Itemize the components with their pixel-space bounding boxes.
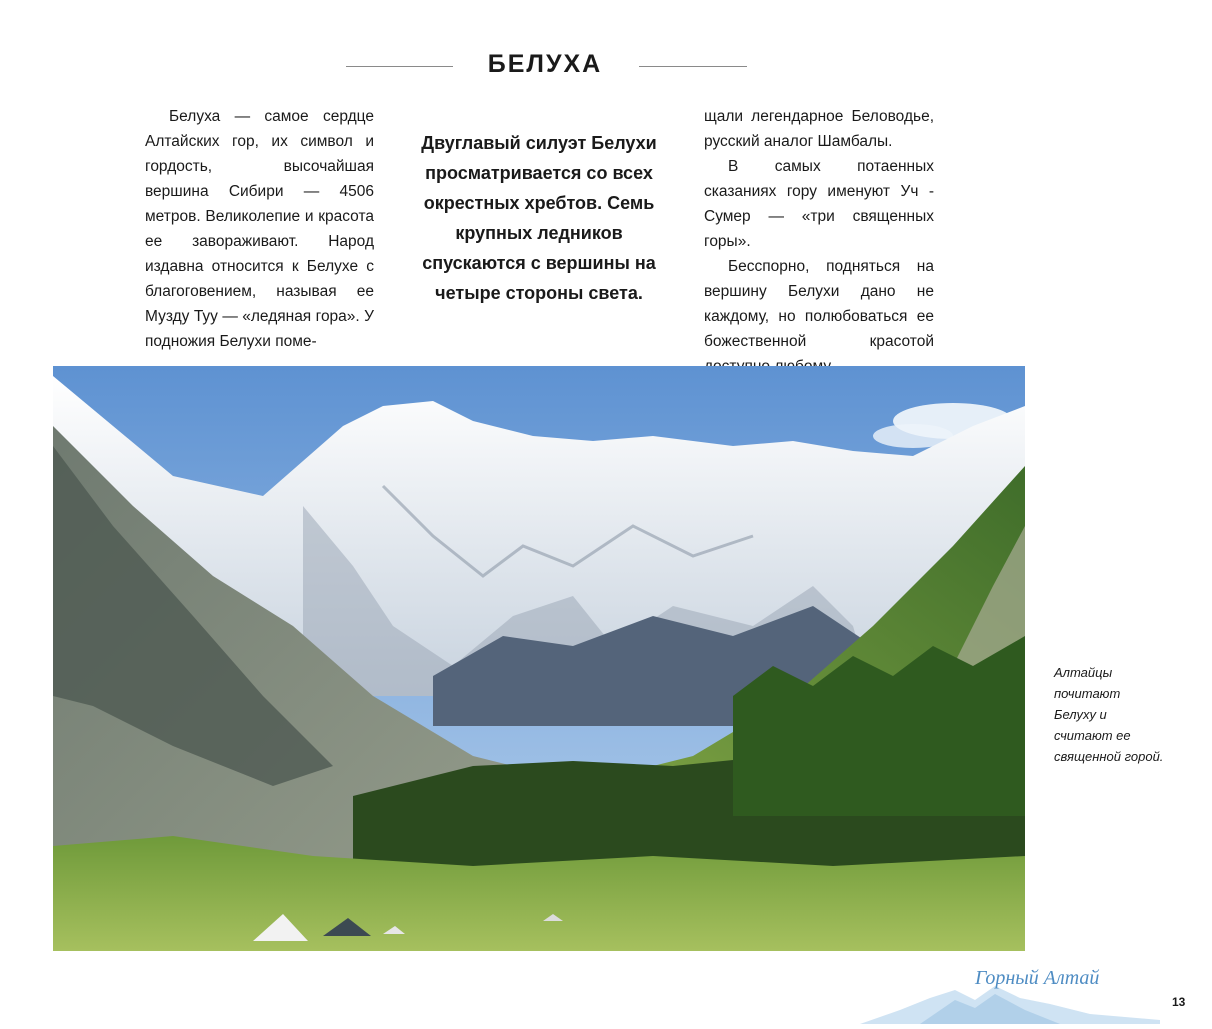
right-paragraph-1: щали легендарное Беловодье, русский аналог Шамбалы.	[704, 108, 934, 150]
right-paragraph-3: Бесспорно, подняться на вершину Белухи дано не каждому, но полюбоваться ее божественной красотой	[704, 258, 934, 350]
page-number: 13	[1172, 995, 1186, 1009]
title-rule-right	[639, 66, 747, 67]
pull-quote: Двуглавый силуэт Белухи просматривается со всех окрестных хребтов. Семь крупных ледников спускаются с вершины на четыре стороны света.	[421, 133, 657, 303]
belukha-landscape-image	[53, 366, 1025, 951]
gorny-altai-logo	[860, 960, 1160, 1024]
page-title: БЕЛУХА	[487, 50, 603, 78]
mountain-photo	[53, 366, 1025, 951]
logo-text: Горный Алтай	[975, 967, 1100, 989]
right-text-column	[704, 104, 934, 379]
left-text-column	[145, 104, 374, 354]
left-paragraph: Белуха — самое сердце Алтайских гор, их символ и гордость, высочайшая вершина Сибири — 4506 метров. Великолепие и красота ее завораживают. Народ издавна относится к Белухе с благоговением, называя ее Музду Туу — «ледяная гора». У подножия Белухи поме-	[145, 108, 374, 350]
photo-caption: Алтайцы почитают Белуху и считают ее священной горой.	[1054, 665, 1164, 764]
right-paragraph-2: В самых потаенных сказаниях гору именуют Уч - Сумер — «три священных горы».	[704, 158, 934, 250]
logo-mountain-image	[860, 960, 1160, 1024]
